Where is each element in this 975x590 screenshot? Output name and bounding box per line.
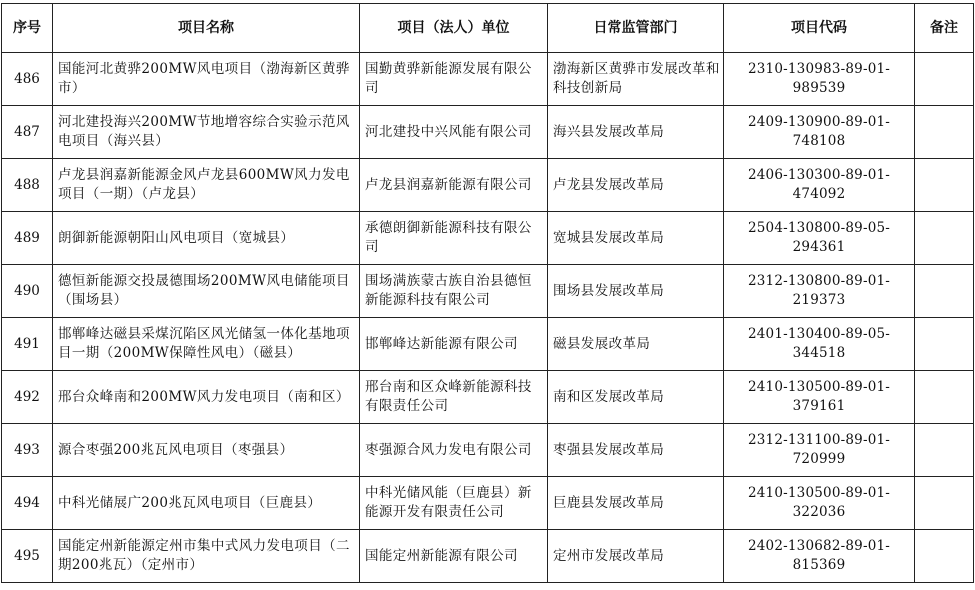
cell-seq: 495	[2, 530, 53, 583]
cell-code: 2409-130900-89-01-748108	[724, 106, 915, 159]
cell-seq: 488	[2, 159, 53, 212]
cell-dept: 南和区发展改革局	[548, 371, 724, 424]
table-row	[2, 477, 974, 530]
cell-code: 2401-130400-89-05-344518	[724, 318, 915, 371]
cell-remark	[915, 530, 974, 583]
cell-code: 2410-130500-89-01-322036	[724, 477, 915, 530]
cell-dept: 渤海新区黄骅市发展改革和科技创新局	[548, 53, 724, 106]
cell-seq: 487	[2, 106, 53, 159]
cell-name: 邢台众峰南和200MW风力发电项目（南和区）	[53, 371, 360, 424]
header-dept: 日常监管部门	[548, 4, 724, 53]
cell-unit: 中科光储风能（巨鹿县）新能源开发有限责任公司	[360, 477, 548, 530]
table-row	[2, 106, 974, 159]
cell-code: 2504-130800-89-05-294361	[724, 212, 915, 265]
cell-remark	[915, 477, 974, 530]
table-row	[2, 265, 974, 318]
header-unit: 项目（法人）单位	[360, 4, 548, 53]
cell-dept: 巨鹿县发展改革局	[548, 477, 724, 530]
cell-seq: 494	[2, 477, 53, 530]
cell-unit: 国勤黄骅新能源发展有限公司	[360, 53, 548, 106]
cell-code: 2310-130983-89-01-989539	[724, 53, 915, 106]
table-row	[2, 53, 974, 106]
cell-remark	[915, 106, 974, 159]
cell-dept: 定州市发展改革局	[548, 530, 724, 583]
cell-unit: 邢台南和区众峰新能源科技有限责任公司	[360, 371, 548, 424]
cell-dept: 围场县发展改革局	[548, 265, 724, 318]
cell-remark	[915, 53, 974, 106]
cell-remark	[915, 424, 974, 477]
cell-dept: 卢龙县发展改革局	[548, 159, 724, 212]
cell-dept: 宽城县发展改革局	[548, 212, 724, 265]
table-header-row	[2, 4, 974, 53]
cell-seq: 491	[2, 318, 53, 371]
cell-unit: 邯郸峰达新能源有限公司	[360, 318, 548, 371]
cell-unit: 国能定州新能源有限公司	[360, 530, 548, 583]
header-remark: 备注	[915, 4, 974, 53]
cell-remark	[915, 265, 974, 318]
cell-name: 朗御新能源朝阳山风电项目（宽城县）	[53, 212, 360, 265]
cell-unit: 承德朗御新能源科技有限公司	[360, 212, 548, 265]
cell-seq: 490	[2, 265, 53, 318]
project-table	[1, 3, 974, 583]
cell-name: 邯郸峰达磁县采煤沉陷区风光储氢一体化基地项目一期（200MW保障性风电）（磁县）	[53, 318, 360, 371]
cell-name: 源合枣强200兆瓦风电项目（枣强县）	[53, 424, 360, 477]
cell-name: 卢龙县润嘉新能源金风卢龙县600MW风力发电项目（一期）（卢龙县）	[53, 159, 360, 212]
table-row	[2, 424, 974, 477]
cell-unit: 卢龙县润嘉新能源有限公司	[360, 159, 548, 212]
cell-unit: 围场满族蒙古族自治县德恒新能源科技有限公司	[360, 265, 548, 318]
cell-unit: 枣强源合风力发电有限公司	[360, 424, 548, 477]
table-row	[2, 212, 974, 265]
cell-name: 国能河北黄骅200MW风电项目（渤海新区黄骅市）	[53, 53, 360, 106]
cell-name: 德恒新能源交投晟德围场200MW风电储能项目（围场县）	[53, 265, 360, 318]
header-name: 项目名称	[53, 4, 360, 53]
cell-dept: 枣强县发展改革局	[548, 424, 724, 477]
cell-unit: 河北建投中兴风能有限公司	[360, 106, 548, 159]
cell-code: 2312-130800-89-01-219373	[724, 265, 915, 318]
cell-seq: 486	[2, 53, 53, 106]
cell-code: 2406-130300-89-01-474092	[724, 159, 915, 212]
cell-seq: 492	[2, 371, 53, 424]
cell-remark	[915, 212, 974, 265]
table-row	[2, 318, 974, 371]
table-row	[2, 530, 974, 583]
cell-remark	[915, 159, 974, 212]
cell-dept: 海兴县发展改革局	[548, 106, 724, 159]
table-row	[2, 371, 974, 424]
table-row	[2, 159, 974, 212]
header-seq: 序号	[2, 4, 53, 53]
cell-name: 中科光储展广200兆瓦风电项目（巨鹿县）	[53, 477, 360, 530]
cell-name: 国能定州新能源定州市集中式风力发电项目（二期200兆瓦）（定州市）	[53, 530, 360, 583]
header-code: 项目代码	[724, 4, 915, 53]
cell-dept: 磁县发展改革局	[548, 318, 724, 371]
cell-name: 河北建投海兴200MW节地增容综合实验示范风电项目（海兴县）	[53, 106, 360, 159]
cell-code: 2410-130500-89-01-379161	[724, 371, 915, 424]
cell-seq: 489	[2, 212, 53, 265]
cell-seq: 493	[2, 424, 53, 477]
cell-remark	[915, 318, 974, 371]
cell-code: 2402-130682-89-01-815369	[724, 530, 915, 583]
cell-code: 2312-131100-89-01-720999	[724, 424, 915, 477]
cell-remark	[915, 371, 974, 424]
